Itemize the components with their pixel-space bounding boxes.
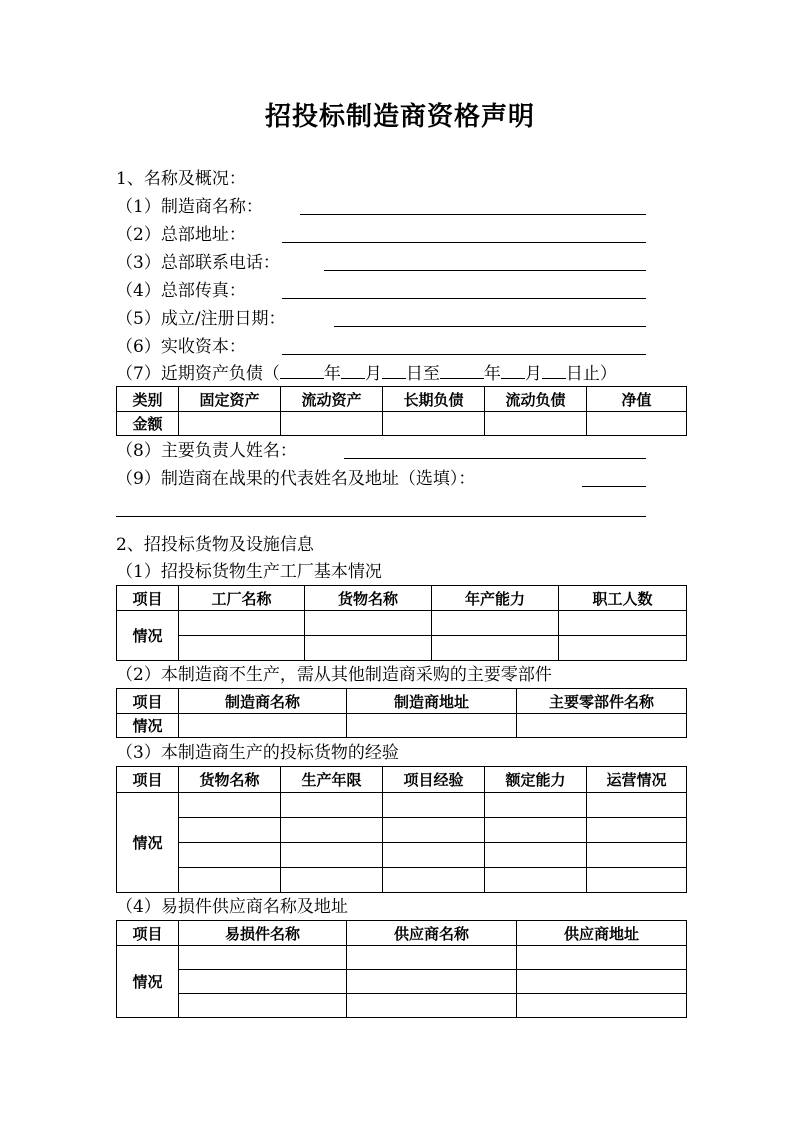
hq-phone-label: （3）总部联系电话：: [116, 253, 280, 273]
representative-field[interactable]: [582, 468, 646, 487]
hq-fax-field[interactable]: [282, 280, 646, 299]
header-cell: 流动负债: [485, 387, 587, 412]
row-label: 情况: [117, 793, 179, 893]
header-cell: 工厂名称: [179, 586, 305, 611]
table-header-row: [117, 921, 687, 946]
end-year-field[interactable]: [440, 362, 484, 379]
sub3-title: （3）本制造商生产的投标货物的经验: [116, 743, 399, 763]
table-cell[interactable]: [281, 843, 383, 868]
header-cell: 生产年限: [281, 767, 383, 793]
table-cell[interactable]: [517, 946, 687, 970]
manufacturer-name-field[interactable]: [300, 196, 646, 215]
table-cell[interactable]: [179, 793, 281, 818]
end-day-field[interactable]: [542, 362, 566, 379]
table-cell[interactable]: [587, 412, 687, 436]
header-cell: 供应商名称: [347, 921, 517, 946]
table-cell[interactable]: [383, 818, 485, 843]
table-row: [117, 818, 687, 843]
header-cell: 职工人数: [559, 586, 687, 611]
table-header-row: [117, 586, 687, 611]
header-cell: 货物名称: [305, 586, 432, 611]
table-cell[interactable]: [485, 818, 587, 843]
table-cell[interactable]: [179, 714, 347, 738]
table-row: [117, 793, 687, 818]
row-label: 金额: [117, 412, 179, 436]
table-cell[interactable]: [432, 636, 559, 661]
table-cell[interactable]: [179, 946, 347, 970]
table-row: [117, 611, 687, 636]
sub2-title: （2）本制造商不生产，需从其他制造商采购的主要零部件: [116, 665, 552, 685]
table-row: [117, 994, 687, 1018]
manufacturer-name-label: （1）制造商名称：: [116, 197, 263, 217]
factory-info-table: [116, 585, 687, 661]
header-cell: 类别: [117, 387, 179, 412]
table-cell[interactable]: [347, 946, 517, 970]
wear-parts-supplier-table: [116, 920, 687, 1018]
table-cell[interactable]: [281, 818, 383, 843]
table-row: [117, 714, 687, 738]
table-cell[interactable]: [347, 970, 517, 994]
table-cell[interactable]: [485, 843, 587, 868]
table-cell[interactable]: [517, 970, 687, 994]
header-cell: 项目: [117, 689, 179, 714]
table-cell[interactable]: [587, 868, 687, 893]
table-cell[interactable]: [179, 611, 305, 636]
table-cell[interactable]: [281, 793, 383, 818]
table-cell[interactable]: [485, 793, 587, 818]
header-cell: 运营情况: [587, 767, 687, 793]
table-cell[interactable]: [383, 793, 485, 818]
header-cell: 流动资产: [281, 387, 383, 412]
month-label-1: 月: [364, 364, 382, 384]
header-cell: 项目: [117, 586, 179, 611]
hq-address-field[interactable]: [282, 224, 646, 243]
hq-fax-label: （4）总部传真：: [116, 281, 246, 301]
table-cell[interactable]: [485, 412, 587, 436]
day-to-label: 日至: [405, 364, 440, 384]
year-label-2: 年: [483, 364, 501, 384]
day-end-label: 日止）: [565, 364, 617, 384]
table-row: [117, 412, 687, 436]
header-cell: 项目经验: [383, 767, 485, 793]
hq-phone-field[interactable]: [324, 252, 646, 271]
end-month-field[interactable]: [501, 362, 525, 379]
section1-heading: 1、名称及概况：: [116, 169, 246, 189]
paid-capital-label: （6）实收资本：: [116, 337, 246, 357]
header-cell: 货物名称: [179, 767, 281, 793]
table-cell[interactable]: [179, 636, 305, 661]
table-cell[interactable]: [587, 793, 687, 818]
asset-liability-table: [116, 386, 687, 436]
header-cell: 项目: [117, 767, 179, 793]
purchased-parts-table: [116, 688, 687, 738]
header-cell: 供应商地址: [517, 921, 687, 946]
table-cell[interactable]: [281, 868, 383, 893]
table-cell[interactable]: [305, 636, 432, 661]
table-cell[interactable]: [517, 994, 687, 1018]
representative-label: （9）制造商在战果的代表姓名及地址（选填）：: [116, 469, 476, 489]
sub4-title: （4）易损件供应商名称及地址: [116, 897, 348, 917]
table-cell[interactable]: [587, 818, 687, 843]
row-label: 情况: [117, 714, 179, 738]
table-cell[interactable]: [559, 636, 687, 661]
header-cell: 易损件名称: [179, 921, 347, 946]
table-cell[interactable]: [179, 970, 347, 994]
month-label-2: 月: [524, 364, 542, 384]
header-cell: 长期负债: [383, 387, 485, 412]
table-cell[interactable]: [179, 868, 281, 893]
balance-sheet-period: [116, 362, 617, 385]
table-cell[interactable]: [179, 843, 281, 868]
header-cell: 固定资产: [179, 387, 281, 412]
row-label: 情况: [117, 946, 179, 1018]
start-year-field[interactable]: [280, 362, 324, 379]
table-header-row: [117, 387, 687, 412]
registration-date-field[interactable]: [334, 308, 646, 327]
table-row: [117, 946, 687, 970]
principal-name-field[interactable]: [344, 440, 646, 459]
table-cell[interactable]: [347, 714, 517, 738]
balance-sheet-label: （7）近期资产负债（: [116, 364, 280, 384]
paid-capital-field[interactable]: [282, 336, 646, 355]
hq-address-label: （2）总部地址：: [116, 225, 246, 245]
header-cell: 项目: [117, 921, 179, 946]
principal-name-label: （8）主要负责人姓名：: [116, 441, 297, 461]
table-cell[interactable]: [517, 714, 687, 738]
table-header-row: [117, 689, 687, 714]
table-cell[interactable]: [485, 868, 587, 893]
registration-date-label: （5）成立/注册日期：: [116, 309, 286, 329]
table-cell[interactable]: [179, 818, 281, 843]
table-cell[interactable]: [383, 843, 485, 868]
production-experience-table: [116, 766, 687, 893]
header-cell: 制造商名称: [179, 689, 347, 714]
table-row: [117, 868, 687, 893]
section2-heading: 2、招投标货物及设施信息: [116, 535, 314, 555]
sub1-title: （1）招投标货物生产工厂基本情况: [116, 562, 382, 582]
header-cell: 主要零部件名称: [517, 689, 687, 714]
table-cell[interactable]: [305, 611, 432, 636]
table-cell[interactable]: [383, 412, 485, 436]
table-row: [117, 843, 687, 868]
start-month-field[interactable]: [341, 362, 365, 379]
table-cell[interactable]: [587, 843, 687, 868]
header-cell: 净值: [587, 387, 687, 412]
header-cell: 额定能力: [485, 767, 587, 793]
start-day-field[interactable]: [382, 362, 406, 379]
table-cell[interactable]: [281, 412, 383, 436]
table-cell[interactable]: [559, 611, 687, 636]
representative-field-line2[interactable]: [116, 498, 646, 517]
table-cell[interactable]: [179, 994, 347, 1018]
page-title: 招投标制造商资格声明: [264, 102, 535, 132]
table-cell[interactable]: [179, 412, 281, 436]
table-cell[interactable]: [432, 611, 559, 636]
table-row: [117, 970, 687, 994]
table-row: [117, 636, 687, 661]
header-cell: 年产能力: [432, 586, 559, 611]
table-cell[interactable]: [347, 994, 517, 1018]
header-cell: 制造商地址: [347, 689, 517, 714]
table-cell[interactable]: [383, 868, 485, 893]
table-header-row: [117, 767, 687, 793]
row-label: 情况: [117, 611, 179, 661]
year-label-1: 年: [323, 364, 341, 384]
